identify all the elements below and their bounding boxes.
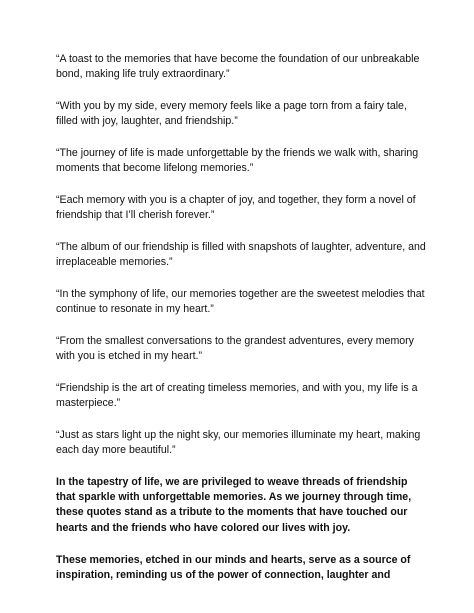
- quote-paragraph: “A toast to the memories that have become the foundation of our unbreakable bond, making life truly extraordinary.”: [56, 53, 420, 80]
- closing-paragraph: In the tapestry of life, we are privileged to weave threads of friendship that sparkle with unforgettable memories. As we journey through time, these quotes stand as a tribute to the moments that have touched our hearts and the friends who have colored our lives with joy.: [56, 476, 412, 534]
- quote-paragraph: “Just as stars light up the night sky, our memories illuminate my heart, making each day more beautiful.”: [56, 429, 421, 456]
- document-body: [56, 52, 426, 600]
- quote-paragraph: “In the symphony of life, our memories together are the sweetest melodies that continue to resonate in my heart.”: [56, 288, 425, 315]
- closing-paragraph: These memories, etched in our minds and hearts, serve as a source of inspiration, reminding us of the power of connection, laughter and: [56, 553, 411, 582]
- quote-paragraph: “From the smallest conversations to the grandest adventures, every memory with you is etched in my heart.”: [56, 335, 414, 362]
- quote-paragraph: “Each memory with you is a chapter of joy, and together, they form a novel of friendship that I’ll cherish forever.”: [56, 194, 416, 221]
- quote-paragraph: “Friendship is the art of creating timeless memories, and with you, my life is a masterpiece.”: [56, 382, 418, 409]
- quote-paragraph: “With you by my side, every memory feels like a page torn from a fairy tale, filled with joy, laughter, and friendship.”: [56, 100, 407, 127]
- quote-paragraph: “The journey of life is made unforgettable by the friends we walk with, sharing moments that become lifelong memories.”: [56, 147, 419, 174]
- quote-paragraph: “The album of our friendship is filled with snapshots of laughter, adventure, and irreplaceable memories.”: [56, 241, 426, 268]
